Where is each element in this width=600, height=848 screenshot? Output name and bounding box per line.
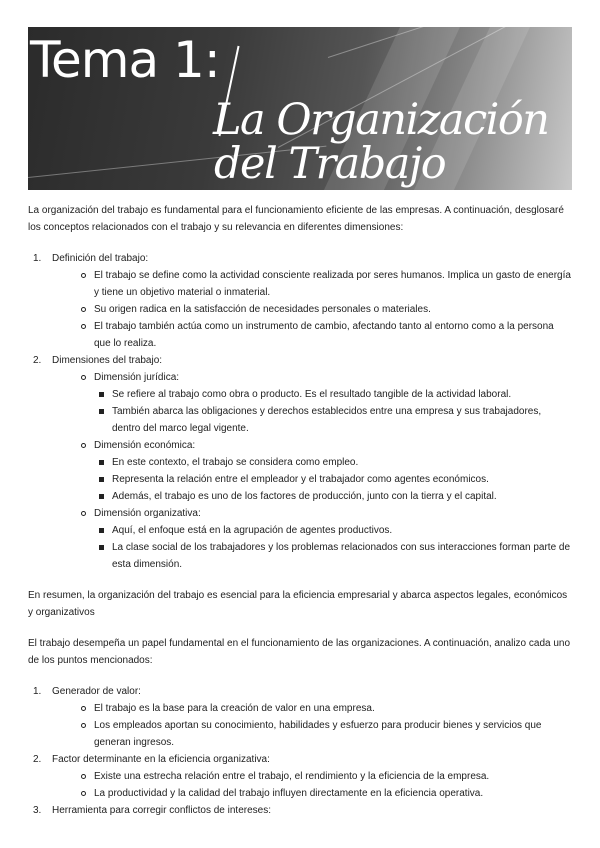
bullet-item: Representa la relación entre el empleador y el trabajador como agentes económicos.: [52, 471, 572, 488]
intro-paragraph: La organización del trabajo es fundamental para el funcionamiento eficiente de las empresas. A continuación, desglosaré los conceptos relacionados con el trabajo y su relevancia en diferentes dimensiones:: [28, 205, 564, 233]
square-bullet-icon: [99, 392, 104, 397]
square-bullet-icon: [99, 494, 104, 499]
square-bullet-icon: [99, 545, 104, 550]
circle-bullet-icon: [81, 706, 86, 711]
list-item-title: Dimensiones del trabajo:: [52, 355, 163, 366]
circle-bullet-icon: [81, 324, 86, 329]
bullet-item: La productividad y la calidad del trabajo influyen directamente en la eficiencia operativa.: [52, 785, 572, 802]
document-body: [28, 202, 572, 819]
definitions-list: [28, 250, 572, 573]
bullet-item: Aquí, el enfoque está en la agrupación de agentes productivos.: [52, 522, 572, 539]
list-number: 1.: [33, 253, 42, 264]
banner-title-topic: Tema 1:: [30, 31, 220, 89]
circle-bullet-icon: [81, 273, 86, 278]
list-item: [28, 802, 572, 819]
square-bullet-icon: [99, 477, 104, 482]
bullet-item: El trabajo se define como la actividad consciente realizada por seres humanos. Implica un gasto de energía y tiene un objetivo material o inmaterial.: [52, 267, 572, 301]
list-item-title: Herramienta para corregir conflictos de intereses:: [52, 805, 271, 816]
bullet-item: Los empleados aportan su conocimiento, habilidades y esfuerzo para producir bienes y servicios que generan ingresos.: [52, 717, 572, 751]
bullet-item: En este contexto, el trabajo se considera como empleo.: [52, 454, 572, 471]
list-number: 3.: [33, 805, 42, 816]
list-item: [28, 751, 572, 802]
bullet-item: Se refiere al trabajo como obra o producto. Es el resultado tangible de la actividad laboral.: [52, 386, 572, 403]
list-number: 2.: [33, 355, 42, 366]
header-banner: [28, 27, 572, 190]
circle-bullet-icon: [81, 375, 86, 380]
list-item: [28, 683, 572, 751]
intro2-paragraph: El trabajo desempeña un papel fundamental en el funcionamiento de las organizaciones. A continuación, analizo cada uno de los puntos mencionados:: [28, 638, 571, 666]
sub-list-item: Dimensión económica: En este contexto, el trabajo se considera como empleo. Representa la relación entre el empleador y el trabajador como agentes económicos. Además, el trabajo es uno de los factores de producción, junto con la tierra y el capital.: [52, 437, 572, 505]
bullet-item: También abarca las obligaciones y derechos establecidos entre una empresa y sus trabajadores, dentro del marco legal vigente.: [52, 403, 572, 437]
square-bullet-icon: [99, 528, 104, 533]
list-item-title: Definición del trabajo:: [52, 253, 149, 264]
circle-bullet-icon: [81, 791, 86, 796]
list-number: 2.: [33, 754, 42, 765]
bullet-item: El trabajo es la base para la creación de valor en una empresa.: [52, 700, 572, 717]
list-item-title: Generador de valor:: [52, 686, 141, 697]
circle-bullet-icon: [81, 511, 86, 516]
bullet-item: Existe una estrecha relación entre el trabajo, el rendimiento y la eficiencia de la empresa.: [52, 768, 572, 785]
list-item-title: Factor determinante en la eficiencia organizativa:: [52, 754, 270, 765]
summary-paragraph: En resumen, la organización del trabajo es esencial para la eficiencia empresarial y abarca aspectos legales, económicos y organizativos: [28, 590, 568, 618]
bullet-item: Su origen radica en la satisfacción de necesidades personales o materiales.: [52, 301, 572, 318]
roles-list: [28, 683, 572, 819]
square-bullet-icon: [99, 460, 104, 465]
list-number: 1.: [33, 686, 42, 697]
circle-bullet-icon: [81, 443, 86, 448]
bullet-item: El trabajo también actúa como un instrumento de cambio, afectando tanto al entorno como a la persona que lo realiza.: [52, 318, 572, 352]
banner-title-line2: del Trabajo: [214, 139, 446, 189]
banner-title-line1: La Organización: [213, 95, 549, 145]
sub-list-item: Dimensión organizativa: Aquí, el enfoque está en la agrupación de agentes productivos. La clase social de los trabajadores y los problemas relacionados con sus interacciones forman parte de esta dimensión.: [52, 505, 572, 573]
bullet-item: Además, el trabajo es uno de los factores de producción, junto con la tierra y el capital.: [52, 488, 572, 505]
list-item: [28, 250, 572, 352]
bullet-item: La clase social de los trabajadores y los problemas relacionados con sus interacciones forman parte de esta dimensión.: [52, 539, 572, 573]
circle-bullet-icon: [81, 723, 86, 728]
circle-bullet-icon: [81, 774, 86, 779]
circle-bullet-icon: [81, 307, 86, 312]
square-bullet-icon: [99, 409, 104, 414]
list-item: [28, 352, 572, 573]
sub-list-item: Dimensión jurídica: Se refiere al trabajo como obra o producto. Es el resultado tangible de la actividad laboral. También abarca las obligaciones y derechos establecidos entre una empresa y sus trabajadores, dentro del marco legal vigente.: [52, 369, 572, 437]
